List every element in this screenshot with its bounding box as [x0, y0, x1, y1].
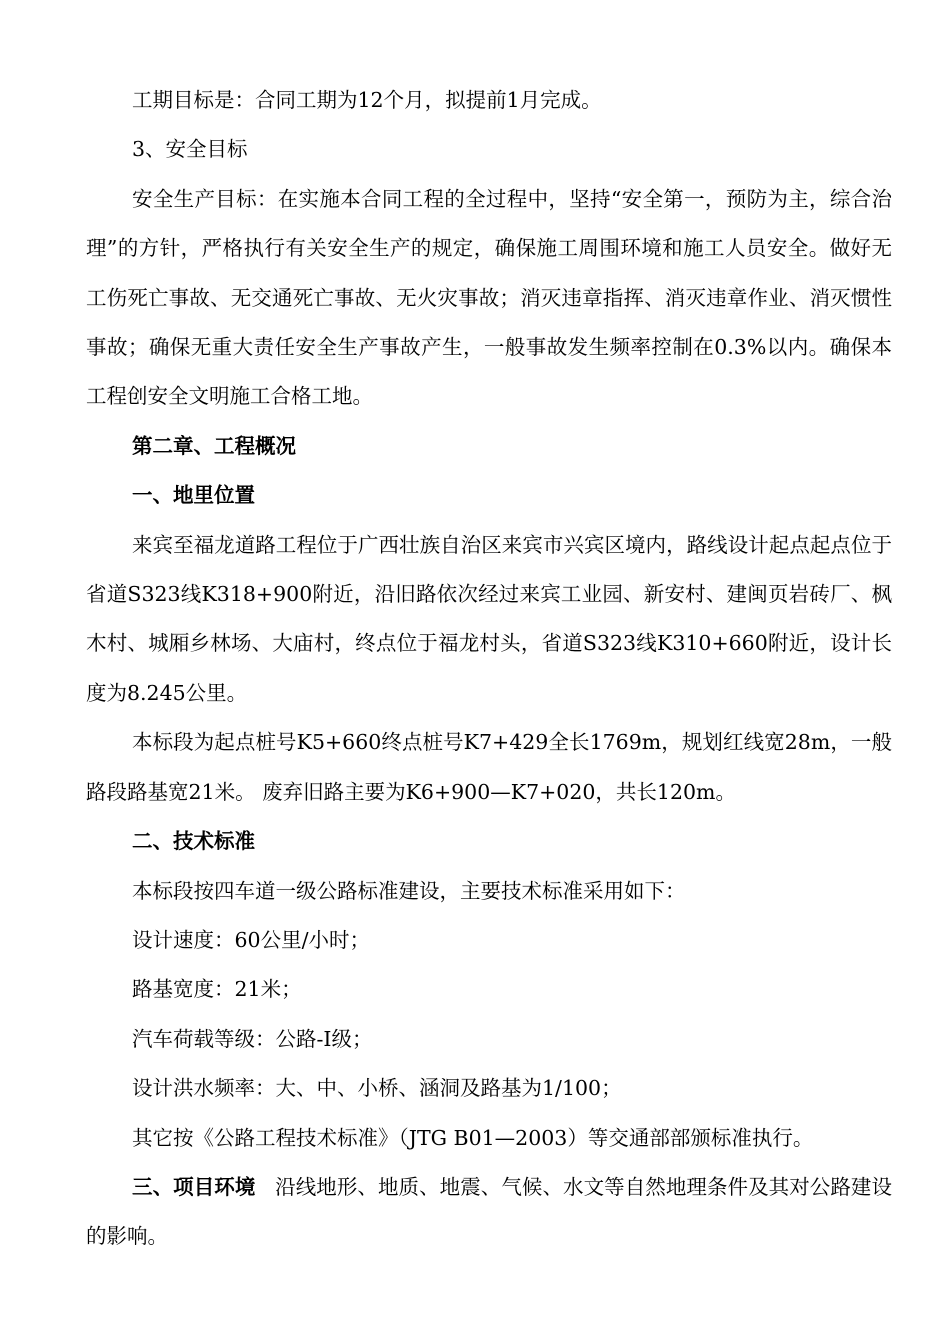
- location-paragraph: 来宾至福龙道路工程位于广西壮族自治区来宾市兴宾区境内，路线设计起点起点位于省道S323线K318+900附近，沿旧路依次经过来宾工业园、新安村、建闽页岩砖厂、枫木村、城厢乡林场、大庙村，终点位于福龙村头，省道S323线K310+660附近，设计长度为8.245公里。: [86, 532, 892, 705]
- safety-goal-subheading: 3、安全目标: [132, 137, 248, 162]
- environment-heading: 三、项目环境: [132, 1174, 256, 1199]
- section-paragraph: 本标段为起点桩号K5+660终点桩号K7+429全长1769m，规划红线宽28m，一般路段路基宽21米。 废弃旧路主要为K6+900—K7+020，共长120m。: [86, 730, 892, 804]
- tech-speed-item: 设计速度：60公里/小时；: [132, 927, 370, 952]
- tech-other-item: 其它按《公路工程技术标准》（JTG B01—2003）等交通部部颁标准执行。: [132, 1125, 814, 1150]
- document-page: [86, 76, 892, 1262]
- environment-paragraph: [86, 1163, 892, 1262]
- environment-text: 沿线地形、地质、地震、气候、水文等自然地理条件及其对公路建设的影响。: [86, 1174, 892, 1249]
- tech-flood-item: 设计洪水频率：大、中、小桥、涵洞及路基为1/100；: [132, 1076, 622, 1101]
- schedule-goal-paragraph: 工期目标是：合同工期为12个月，拟提前1月完成。: [132, 88, 602, 112]
- chapter-heading: 第二章、工程概况: [132, 433, 296, 458]
- tech-width-item: 路基宽度：21米；: [132, 977, 302, 1002]
- tech-intro-paragraph: 本标段按四车道一级公路标准建设，主要技术标准采用如下：: [132, 878, 686, 903]
- safety-goal-paragraph: 安全生产目标：在实施本合同工程的全过程中，坚持“安全第一，预防为主，综合治理”的方针，严格执行有关安全生产的规定，确保施工周围环境和施工人员安全。做好无工伤死亡事故、无交通死亡事故、无火灾事故；消灭违章指挥、消灭违章作业、消灭惯性事故；确保无重大责任安全生产事故产生，一般事故发生频率控制在0.3%以内。确保本工程创安全文明施工合格工地。: [86, 186, 892, 409]
- location-heading: 一、地里位置: [132, 483, 255, 508]
- tech-load-item: 汽车荷载等级：公路-Ⅰ级；: [132, 1026, 373, 1051]
- tech-standard-heading: 二、技术标准: [132, 829, 255, 854]
